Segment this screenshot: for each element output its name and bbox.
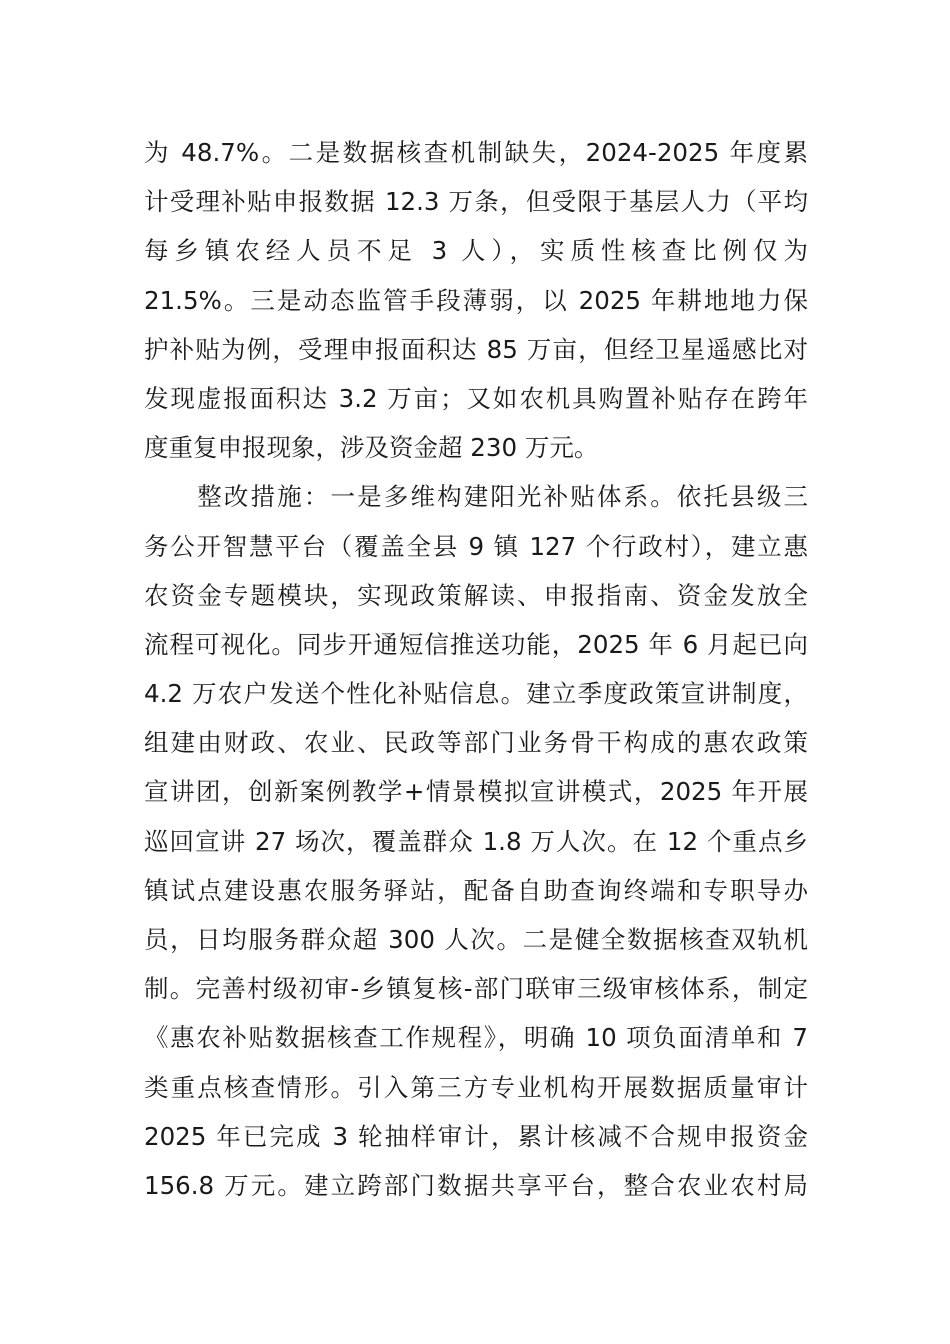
text-line: 制。完善村级初审-乡镇复核-部门联审三级审核体系，制定 [144, 974, 808, 1004]
text-line: 计受理补贴申报数据 12.3 万条，但受限于基层人力（平均 [144, 187, 808, 217]
text-line: 《惠农补贴数据核查工作规程》，明确 10 项负面清单和 7 [144, 1023, 808, 1053]
text-line: 类重点核查情形。引入第三方专业机构开展数据质量审计 [144, 1072, 808, 1102]
text-line: 宣讲团，创新案例教学+情景模拟宣讲模式，2025 年开展 [144, 777, 808, 807]
text-line: 农资金专题模块，实现政策解读、申报指南、资金发放全 [144, 580, 808, 610]
text-line: 156.8 万元。建立跨部门数据共享平台，整合农业农村局 [144, 1170, 808, 1200]
text-line: 流程可视化。同步开通短信推送功能，2025 年 6 月起已向 [144, 629, 808, 659]
text-line: 巡回宣讲 27 场次，覆盖群众 1.8 万人次。在 12 个重点乡 [144, 826, 808, 856]
text-line: 为 48.7%。二是数据核查机制缺失，2024-2025 年度累 [144, 138, 808, 167]
text-line: 2025 年已完成 3 轮抽样审计，累计核减不合规申报资金 [144, 1121, 808, 1151]
paragraph-start-line: 整改措施：一是多维构建阳光补贴体系。依托县级三 [144, 482, 808, 512]
text-line: 发现虚报面积达 3.2 万亩；又如农机具购置补贴存在跨年 [144, 383, 808, 413]
paragraph-end-line: 度重复申报现象，涉及资金超 230 万元。 [144, 433, 599, 463]
text-line: 员，日均服务群众超 300 人次。二是健全数据核查双轨机 [144, 925, 808, 954]
text-line: 护补贴为例，受理申报面积达 85 万亩，但经卫星遥感比对 [144, 334, 808, 364]
body-text [144, 128, 808, 1210]
text-line: 每乡镇农经人员不足 3 人），实质性核查比例仅为 [144, 236, 808, 266]
text-line: 21.5%。三是动态监管手段薄弱，以 2025 年耕地地力保 [144, 285, 808, 315]
text-line: 组建由财政、农业、民政等部门业务骨干构成的惠农政策 [144, 728, 808, 758]
text-line: 4.2 万农户发送个性化补贴信息。建立季度政策宣讲制度， [144, 679, 808, 709]
text-line: 镇试点建设惠农服务驿站，配备自助查询终端和专职导办 [144, 875, 808, 905]
text-line: 务公开智慧平台（覆盖全县 9 镇 127 个行政村），建立惠 [144, 531, 808, 561]
